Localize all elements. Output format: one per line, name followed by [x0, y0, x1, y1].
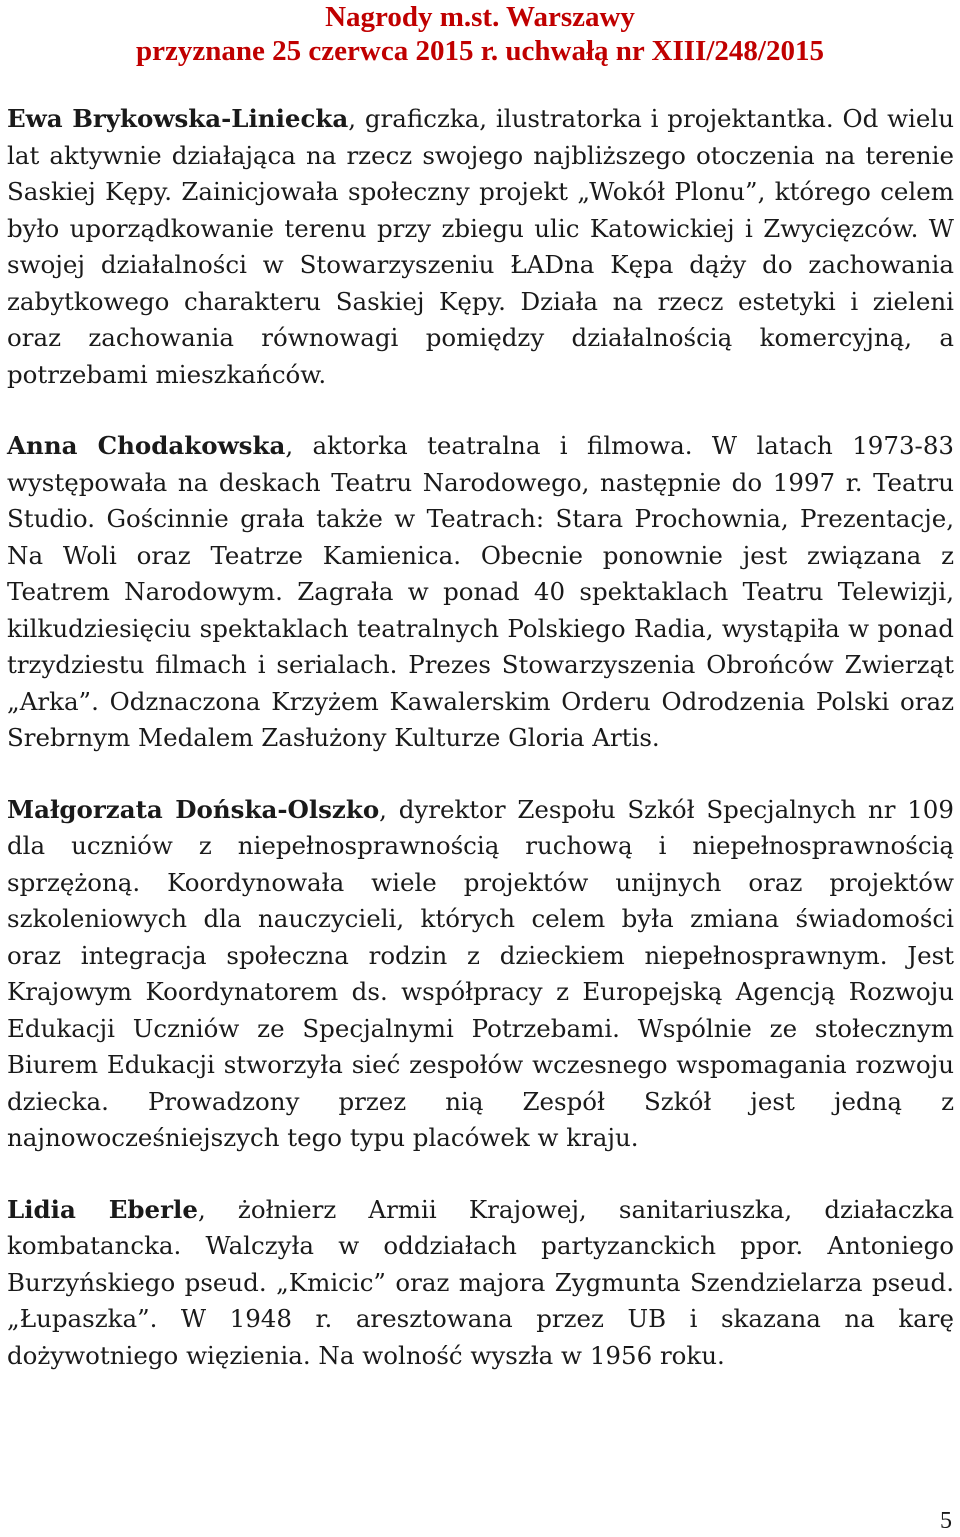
bio-name: Ewa Brykowska-Liniecka	[7, 104, 349, 133]
header-title: Nagrody m.st. Warszawy	[325, 1, 635, 33]
document-header	[0, 0, 960, 68]
header-subtitle: przyznane 25 czerwca 2015 r. uchwałą nr XIII/248/2015	[136, 35, 824, 67]
bio-paragraph	[7, 428, 954, 757]
page-number: 5	[940, 1508, 952, 1534]
bio-text: , żołnierz Armii Krajowej, sanitariuszka, działaczka kombatancka. Walczyła w oddziałach partyzanckich ppor. Antoniego Burzyńskiego pseud. „Kmicic” oraz majora Zygmunta Szendzielarza pseud. „Łupaszka”. W 1948 r. aresztowana przez UB i skazana na karę dożywotniego więzienia. Na wolność wyszła w 1956 roku.	[7, 1194, 954, 1370]
bio-text: , aktorka teatralna i filmowa. W latach 1973-83 występowała na deskach Teatru Narodowego, następnie do 1997 r. Teatru Studio. Gościnnie grała także w Teatrach: Stara Prochownia, Prezentacje, Na Woli oraz Teatrze Kamienica. Obecnie ponownie jest związana z Teatrem Narodowym. Zagrała w ponad 40 spektaklach Teatru Telewizji, kilkudziesięciu spektaklach teatralnych Polskiego Radia, wystąpiła w ponad trzydziestu filmach i serialach. Prezes Stowarzyszenia Obrońców Zwierząt „Arka”. Odznaczona Krzyżem Kawalerskim Orderu Odrodzenia Polski oraz Srebrnym Medalem Zasłużony Kulturze Gloria Artis.	[7, 431, 955, 752]
bio-text: , dyrektor Zespołu Szkół Specjalnych nr 109 dla uczniów z niepełnosprawnością ruchową i niepełnosprawnością sprzężoną. Koordynowała wiele projektów unijnych oraz projektów szkoleniowych dla nauczycieli, których celem była zmiana świadomości oraz integracja społeczna rodzin z dzieckiem niepełnosprawnym. Jest Krajowym Koordynatorem ds. współpracy z Europejską Agencją Rozwoju Edukacji Uczniów ze Specjalnymi Potrzebami. Wspólnie ze stołecznym Biurem Edukacji stworzyła sieć zespołów wczesnego wspomagania rozwoju dziecka. Prowadzony przez nią Zespół Szkół jest jedną z najnowocześniejszych tego typu placówek w kraju.	[7, 794, 954, 1152]
bio-name: Anna Chodakowska	[7, 431, 286, 460]
bio-text: , graficzka, ilustratorka i projektantka. Od wielu lat aktywnie działająca na rzecz swojego najbliższego otoczenia na terenie Saskiej Kępy. Zainicjowała społeczny projekt „Wokół Plonu”, którego celem było uporządkowanie terenu przy zbiegu ulic Katowickiej i Zwycięzców. W swojej działalności w Stowarzyszeniu ŁADna Kępa dąży do zachowania zabytkowego charakteru Saskiej Kępy. Działa na rzecz estetyki i zieleni oraz zachowania równowagi pomiędzy działalnością komercyjną, a potrzebami mieszkańców.	[7, 104, 955, 389]
bio-paragraph	[7, 1192, 954, 1375]
bio-paragraph	[7, 101, 954, 393]
bio-paragraph	[7, 792, 954, 1157]
document-body	[7, 101, 954, 1409]
bio-name: Lidia Eberle	[7, 1194, 198, 1224]
bio-name: Małgorzata Dońska-Olszko	[7, 794, 380, 824]
